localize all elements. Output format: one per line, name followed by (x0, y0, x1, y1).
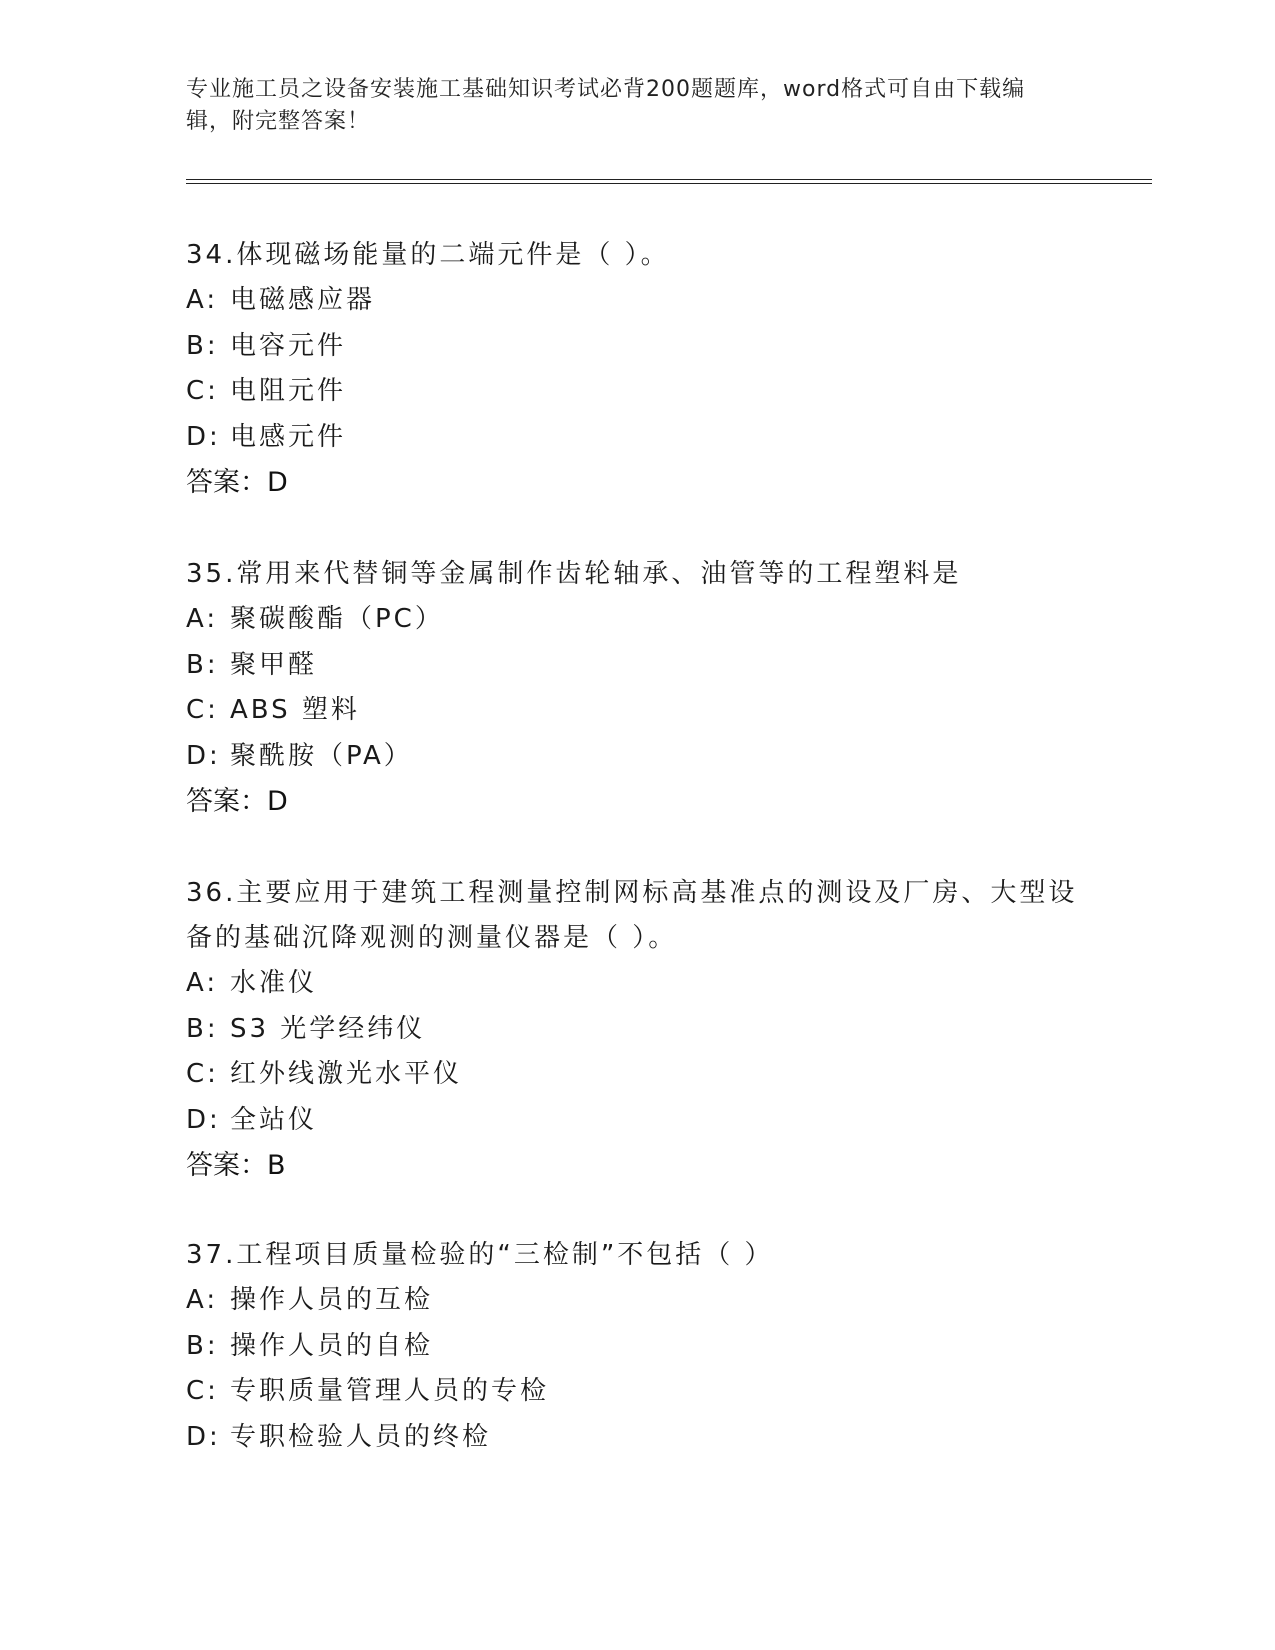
option-text: 全站仪 (230, 1104, 318, 1135)
option-letter: C: (186, 695, 219, 725)
question-text: 37.工程项目质量检验的“三检制”不包括（ ） (186, 1240, 774, 1270)
option-letter: B: (186, 1013, 219, 1044)
question-text: 35.常用来代替铜等金属制作齿轮轴承、油管等的工程塑料是 (186, 559, 962, 589)
option-text: 聚酰胺（PA） (230, 740, 413, 771)
option-letter: B: (186, 330, 219, 361)
option-a (186, 278, 1086, 324)
question-text: 34.体现磁场能量的二端元件是（ ）。 (186, 240, 670, 270)
option-letter: C: (186, 1376, 219, 1406)
option-d (186, 734, 1086, 780)
option-c (186, 369, 1086, 415)
option-d (186, 415, 1086, 461)
option-letter: B: (186, 1330, 219, 1361)
question-35 (186, 552, 1086, 824)
option-letter: A: (186, 285, 219, 315)
option-letter: B: (186, 649, 219, 680)
answer-text: 答案：D (186, 467, 288, 498)
option-text: 专职检验人员的终检 (230, 1421, 492, 1452)
answer-text: 答案：D (186, 786, 288, 817)
option-letter: D: (186, 1104, 221, 1135)
option-letter: C: (186, 376, 219, 406)
option-letter: A: (186, 604, 219, 634)
option-text: 水准仪 (230, 968, 318, 998)
option-letter: D: (186, 421, 221, 452)
question-36 (186, 871, 1086, 1188)
question-37 (186, 1233, 1086, 1460)
header-divider-bottom (186, 183, 1152, 184)
question-text: 36.主要应用于建筑工程测量控制网标高基准点的测设及厂房、大型设备的基础沉降观测的测量仪器是（ ）。 (186, 878, 1078, 953)
option-b (186, 1324, 1086, 1370)
option-d (186, 1098, 1086, 1144)
option-b (186, 1007, 1086, 1053)
option-text: 聚碳酸酯（PC） (230, 604, 444, 634)
option-text: 电感元件 (230, 421, 347, 452)
option-text: S3 光学经纬仪 (230, 1013, 426, 1044)
answer-text: 答案：B (186, 1150, 286, 1181)
option-letter: D: (186, 1421, 221, 1452)
option-letter: A: (186, 968, 219, 998)
option-letter: C: (186, 1059, 219, 1089)
option-text: 电磁感应器 (230, 285, 376, 315)
option-text: 操作人员的自检 (230, 1330, 434, 1361)
option-d (186, 1415, 1086, 1461)
option-text: 红外线激光水平仪 (230, 1059, 463, 1089)
option-a (186, 961, 1086, 1007)
option-b (186, 324, 1086, 370)
option-text: 电容元件 (230, 330, 347, 361)
option-c (186, 688, 1086, 734)
option-c (186, 1052, 1086, 1098)
option-b (186, 643, 1086, 689)
question-34 (186, 233, 1086, 505)
option-text: 电阻元件 (230, 376, 347, 406)
option-letter: A: (186, 1285, 219, 1315)
header-divider-top (186, 179, 1152, 180)
option-text: 操作人员的互检 (230, 1285, 434, 1315)
option-letter: D: (186, 740, 221, 771)
option-a (186, 1278, 1086, 1324)
option-a (186, 597, 1086, 643)
option-text: ABS 塑料 (230, 695, 360, 725)
option-text: 专职质量管理人员的专检 (230, 1376, 550, 1406)
option-text: 聚甲醛 (230, 649, 318, 680)
option-c (186, 1369, 1086, 1415)
document-header: 专业施工员之设备安装施工基础知识考试必背200题题库，word格式可自由下载编辑，附完整答案！ (186, 77, 1026, 134)
